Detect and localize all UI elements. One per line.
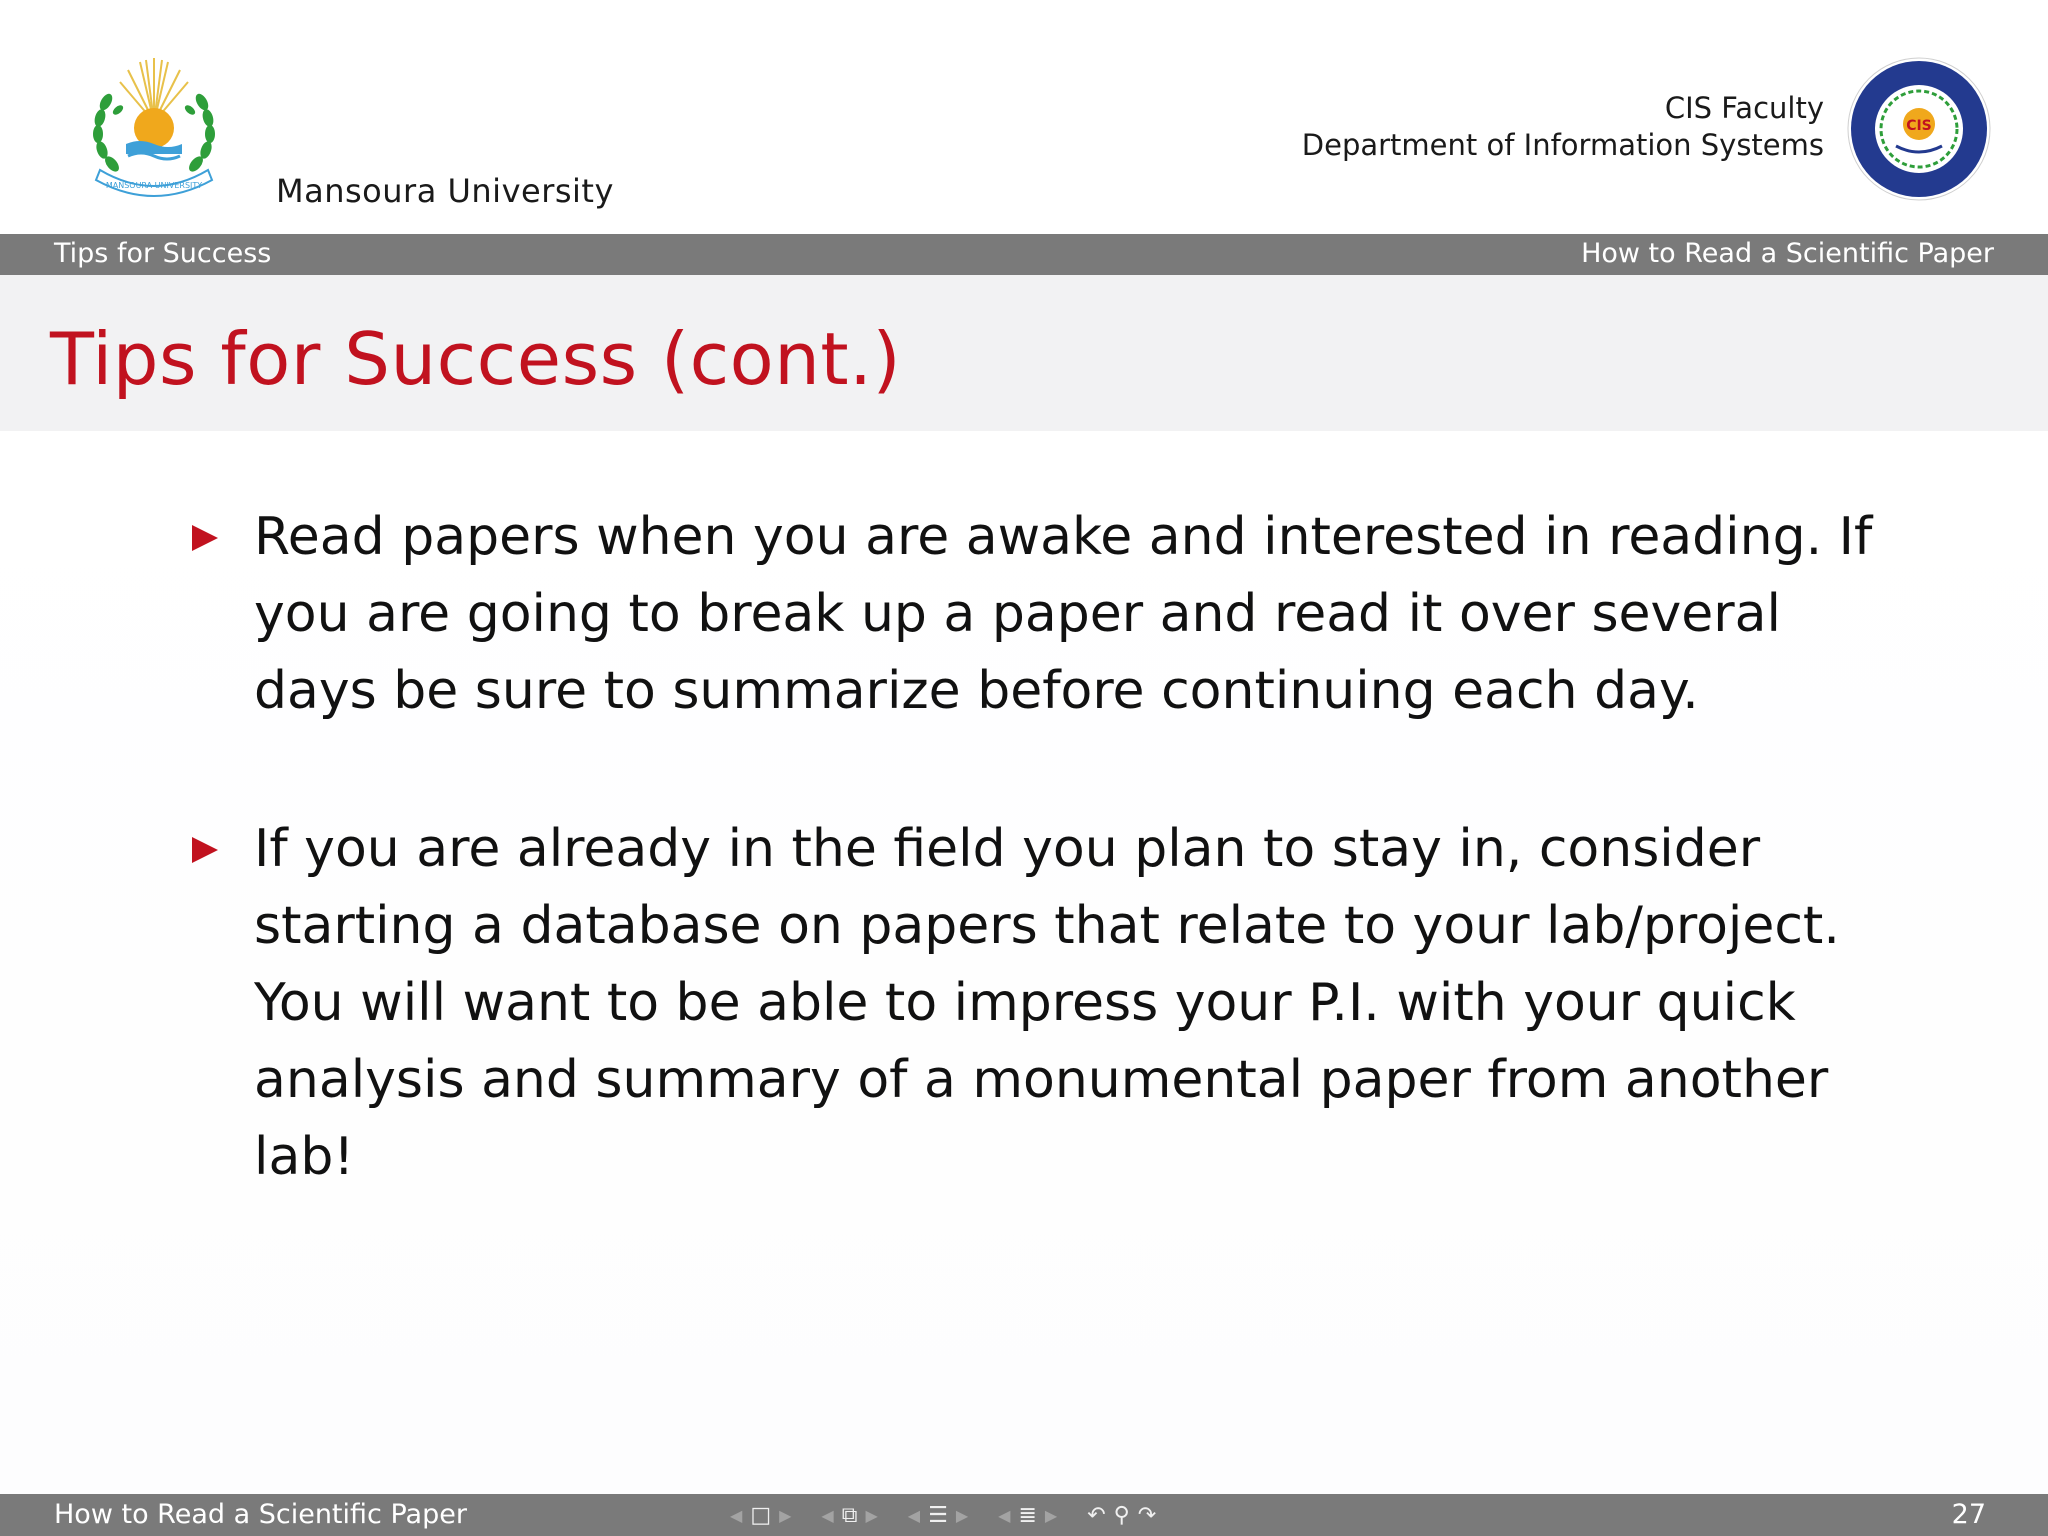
slide-title: Tips for Success (cont.) xyxy=(50,317,902,401)
logo-ribbon-text: MANSOURA UNIVERSITY xyxy=(105,181,203,190)
next-frame-arrow-icon[interactable]: ▶ xyxy=(865,1505,878,1525)
section-icon[interactable]: ≣ xyxy=(1018,1502,1037,1528)
previous-slide-arrow-icon[interactable]: ◀ xyxy=(730,1505,743,1525)
bullet-list xyxy=(188,499,1908,1277)
triangle-bullet-icon xyxy=(192,837,218,863)
university-name: Mansoura University xyxy=(276,172,614,210)
back-icon[interactable]: ↶ xyxy=(1087,1502,1106,1528)
frame-title-band xyxy=(0,275,2048,431)
subsection-icon[interactable]: ☰ xyxy=(928,1502,948,1528)
page-number: 27 xyxy=(1951,1499,1986,1530)
slide-icon[interactable]: □ xyxy=(750,1502,772,1528)
frame-icon[interactable]: ⧉ xyxy=(841,1502,858,1528)
faculty-block xyxy=(1302,90,1824,164)
list-item xyxy=(188,499,1908,730)
next-section-arrow-icon[interactable]: ▶ xyxy=(1044,1505,1058,1525)
section-link[interactable]: Tips for Success xyxy=(54,238,272,269)
previous-section-arrow-icon[interactable]: ◀ xyxy=(998,1505,1011,1525)
next-slide-arrow-icon[interactable]: ▶ xyxy=(779,1505,792,1525)
beamer-navigation-controls xyxy=(730,1500,1156,1530)
triangle-bullet-icon xyxy=(192,525,218,551)
faculty-name: CIS Faculty xyxy=(1664,91,1824,125)
slide-header xyxy=(0,0,2048,234)
cis-faculty-seal-logo xyxy=(1846,56,1992,202)
bullet-text: If you are already in the field you plan to stay in, consider starting a database on papers that relate to your lab/project. You will want to be able to impress your P.I. with your quick analysis and summary of a monumental paper from another lab! xyxy=(254,819,1840,1187)
forward-icon[interactable]: ↷ xyxy=(1137,1502,1157,1528)
list-item xyxy=(188,811,1908,1196)
presentation-title-link[interactable]: How to Read a Scientific Paper xyxy=(1581,238,1994,269)
previous-frame-arrow-icon[interactable]: ◀ xyxy=(821,1505,834,1525)
previous-subsection-arrow-icon[interactable]: ◀ xyxy=(907,1505,921,1525)
department-name: Department of Information Systems xyxy=(1301,128,1824,162)
bullet-text: Read papers when you are awake and interested in reading. If you are going to break up a paper and read it over several days be sure to summarize before continuing each day. xyxy=(254,507,1873,721)
footer-title: How to Read a Scientific Paper xyxy=(54,1499,467,1530)
search-icon[interactable]: ⚲ xyxy=(1113,1502,1130,1528)
seal-center-text: CIS xyxy=(1906,118,1932,134)
bottom-footer-bar xyxy=(0,1494,2048,1536)
slide-content xyxy=(0,431,2048,1494)
next-subsection-arrow-icon[interactable]: ▶ xyxy=(955,1505,969,1525)
mansoura-university-logo xyxy=(84,52,224,202)
top-navigation-bar xyxy=(0,234,2048,275)
